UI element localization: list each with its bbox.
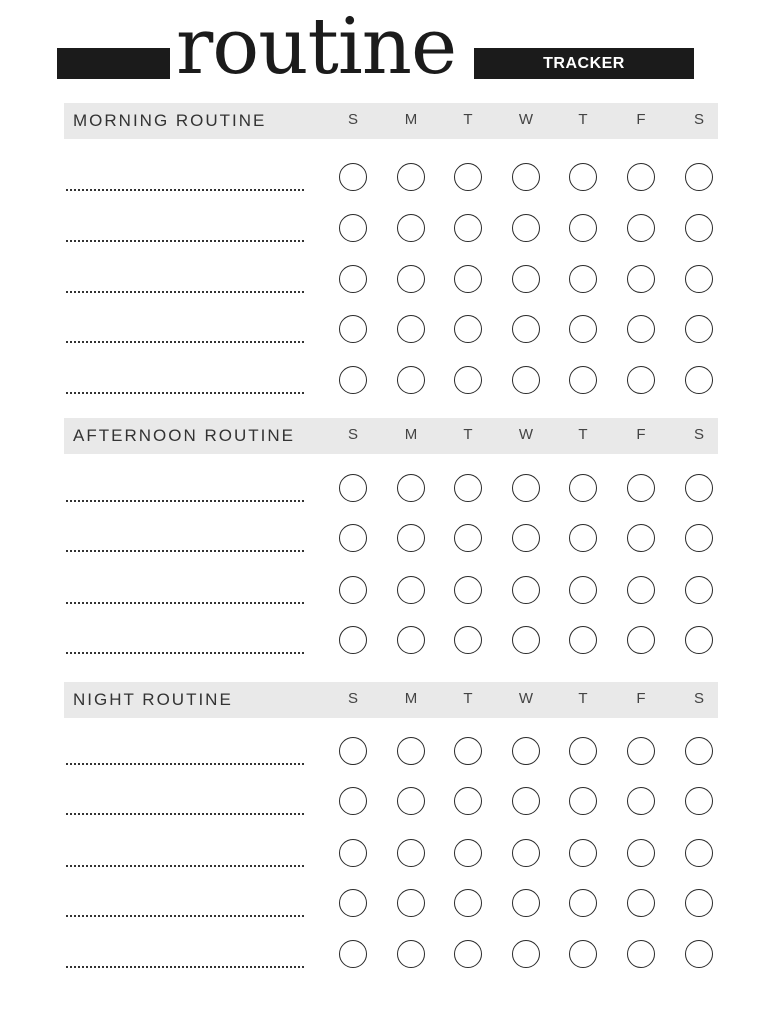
- checkbox-circle-monday[interactable]: [397, 737, 425, 765]
- day-label-saturday: S: [693, 690, 704, 707]
- routine-row: [0, 464, 757, 514]
- checkbox-circle-thursday[interactable]: [569, 214, 597, 242]
- routine-entry-line[interactable]: [66, 602, 304, 604]
- checkbox-circle-monday[interactable]: [397, 940, 425, 968]
- checkbox-circle-monday[interactable]: [397, 163, 425, 191]
- section-title: MORNING ROUTINE: [73, 111, 267, 130]
- day-label-thursday: T: [578, 690, 588, 707]
- checkbox-circle-monday[interactable]: [397, 214, 425, 242]
- checkbox-circle-sunday[interactable]: [339, 839, 367, 867]
- checkbox-circle-tuesday[interactable]: [454, 839, 482, 867]
- checkbox-circle-sunday[interactable]: [339, 787, 367, 815]
- checkbox-circle-thursday[interactable]: [569, 787, 597, 815]
- routine-entry-line[interactable]: [66, 189, 304, 191]
- checkbox-circle-thursday[interactable]: [569, 474, 597, 502]
- checkbox-circle-saturday[interactable]: [685, 787, 713, 815]
- checkbox-circle-wednesday[interactable]: [512, 889, 540, 917]
- checkbox-circle-sunday[interactable]: [339, 576, 367, 604]
- checkbox-circle-monday[interactable]: [397, 839, 425, 867]
- routine-entry-line[interactable]: [66, 915, 304, 917]
- day-label-friday: F: [636, 690, 646, 707]
- section-title: AFTERNOON ROUTINE: [73, 426, 295, 445]
- checkbox-circle-sunday[interactable]: [339, 214, 367, 242]
- checkbox-circle-sunday[interactable]: [339, 265, 367, 293]
- checkbox-circle-thursday[interactable]: [569, 163, 597, 191]
- routine-entry-line[interactable]: [66, 291, 304, 293]
- checkbox-circle-friday[interactable]: [627, 315, 655, 343]
- day-label-monday: M: [404, 690, 418, 707]
- header-bar-left: [57, 48, 170, 79]
- checkbox-circle-saturday[interactable]: [685, 940, 713, 968]
- checkbox-circle-wednesday[interactable]: [512, 839, 540, 867]
- routine-row: [0, 727, 757, 777]
- checkbox-circle-monday[interactable]: [397, 474, 425, 502]
- routine-entry-line[interactable]: [66, 813, 304, 815]
- checkbox-circle-monday[interactable]: [397, 524, 425, 552]
- checkbox-circle-monday[interactable]: [397, 265, 425, 293]
- day-label-wednesday: W: [518, 690, 534, 707]
- checkbox-circle-thursday[interactable]: [569, 315, 597, 343]
- page-header: [0, 0, 757, 95]
- page-subtitle: TRACKER: [543, 54, 625, 72]
- routine-row: [0, 255, 757, 305]
- checkbox-circle-sunday[interactable]: [339, 889, 367, 917]
- checkbox-circle-tuesday[interactable]: [454, 889, 482, 917]
- routine-entry-line[interactable]: [66, 966, 304, 968]
- checkbox-circle-tuesday[interactable]: [454, 214, 482, 242]
- checkbox-circle-tuesday[interactable]: [454, 265, 482, 293]
- checkbox-circle-friday[interactable]: [627, 839, 655, 867]
- checkbox-circle-sunday[interactable]: [339, 163, 367, 191]
- day-label-sunday: S: [347, 426, 358, 443]
- day-label-friday: F: [636, 426, 646, 443]
- checkbox-circle-friday[interactable]: [627, 524, 655, 552]
- routine-row: [0, 616, 757, 666]
- checkbox-circle-friday[interactable]: [627, 163, 655, 191]
- checkbox-circle-saturday[interactable]: [685, 626, 713, 654]
- page-title: routine: [176, 2, 457, 92]
- checkbox-circle-saturday[interactable]: [685, 265, 713, 293]
- checkbox-circle-saturday[interactable]: [685, 366, 713, 394]
- checkbox-circle-tuesday[interactable]: [454, 737, 482, 765]
- checkbox-circle-thursday[interactable]: [569, 366, 597, 394]
- day-label-sunday: S: [347, 690, 358, 707]
- checkbox-circle-tuesday[interactable]: [454, 576, 482, 604]
- day-label-monday: M: [404, 111, 418, 128]
- routine-row: [0, 204, 757, 254]
- checkbox-circle-wednesday[interactable]: [512, 366, 540, 394]
- checkbox-circle-saturday[interactable]: [685, 576, 713, 604]
- checkbox-circle-thursday[interactable]: [569, 524, 597, 552]
- checkbox-circle-tuesday[interactable]: [454, 787, 482, 815]
- day-label-sunday: S: [347, 111, 358, 128]
- routine-entry-line[interactable]: [66, 392, 304, 394]
- section-header: [64, 682, 718, 718]
- checkbox-circle-tuesday[interactable]: [454, 163, 482, 191]
- checkbox-circle-sunday[interactable]: [339, 940, 367, 968]
- checkbox-circle-friday[interactable]: [627, 889, 655, 917]
- routine-row: [0, 305, 757, 355]
- checkbox-circle-wednesday[interactable]: [512, 524, 540, 552]
- checkbox-circle-monday[interactable]: [397, 626, 425, 654]
- checkbox-circle-sunday[interactable]: [339, 737, 367, 765]
- checkbox-circle-friday[interactable]: [627, 265, 655, 293]
- checkbox-circle-saturday[interactable]: [685, 889, 713, 917]
- routine-entry-line[interactable]: [66, 865, 304, 867]
- checkbox-circle-wednesday[interactable]: [512, 940, 540, 968]
- checkbox-circle-friday[interactable]: [627, 940, 655, 968]
- checkbox-circle-sunday[interactable]: [339, 366, 367, 394]
- day-label-monday: M: [404, 426, 418, 443]
- day-label-thursday: T: [578, 426, 588, 443]
- checkbox-circle-tuesday[interactable]: [454, 524, 482, 552]
- checkbox-circle-wednesday[interactable]: [512, 214, 540, 242]
- checkbox-circle-sunday[interactable]: [339, 315, 367, 343]
- checkbox-circle-tuesday[interactable]: [454, 940, 482, 968]
- checkbox-circle-tuesday[interactable]: [454, 366, 482, 394]
- routine-row: [0, 153, 757, 203]
- checkbox-circle-sunday[interactable]: [339, 524, 367, 552]
- routine-row: [0, 930, 757, 980]
- checkbox-circle-tuesday[interactable]: [454, 474, 482, 502]
- checkbox-circle-thursday[interactable]: [569, 940, 597, 968]
- checkbox-circle-saturday[interactable]: [685, 737, 713, 765]
- checkbox-circle-friday[interactable]: [627, 626, 655, 654]
- day-label-wednesday: W: [518, 111, 534, 128]
- checkbox-circle-wednesday[interactable]: [512, 315, 540, 343]
- checkbox-circle-saturday[interactable]: [685, 839, 713, 867]
- checkbox-circle-wednesday[interactable]: [512, 265, 540, 293]
- routine-entry-line[interactable]: [66, 341, 304, 343]
- day-label-thursday: T: [578, 111, 588, 128]
- day-label-tuesday: T: [463, 426, 473, 443]
- checkbox-circle-wednesday[interactable]: [512, 576, 540, 604]
- checkbox-circle-thursday[interactable]: [569, 839, 597, 867]
- checkbox-circle-thursday[interactable]: [569, 576, 597, 604]
- checkbox-circle-friday[interactable]: [627, 576, 655, 604]
- checkbox-circle-monday[interactable]: [397, 889, 425, 917]
- checkbox-circle-monday[interactable]: [397, 315, 425, 343]
- checkbox-circle-tuesday[interactable]: [454, 626, 482, 654]
- routine-entry-line[interactable]: [66, 240, 304, 242]
- routine-row: [0, 514, 757, 564]
- header-bar-right: [474, 48, 694, 79]
- day-label-tuesday: T: [463, 111, 473, 128]
- day-label-tuesday: T: [463, 690, 473, 707]
- checkbox-circle-friday[interactable]: [627, 366, 655, 394]
- section-title: NIGHT ROUTINE: [73, 690, 233, 709]
- day-label-wednesday: W: [518, 426, 534, 443]
- checkbox-circle-monday[interactable]: [397, 576, 425, 604]
- routine-entry-line[interactable]: [66, 550, 304, 552]
- checkbox-circle-friday[interactable]: [627, 737, 655, 765]
- checkbox-circle-wednesday[interactable]: [512, 626, 540, 654]
- checkbox-circle-saturday[interactable]: [685, 524, 713, 552]
- checkbox-circle-saturday[interactable]: [685, 214, 713, 242]
- checkbox-circle-saturday[interactable]: [685, 474, 713, 502]
- checkbox-circle-monday[interactable]: [397, 787, 425, 815]
- routine-row: [0, 777, 757, 827]
- checkbox-circle-friday[interactable]: [627, 474, 655, 502]
- checkbox-circle-sunday[interactable]: [339, 474, 367, 502]
- checkbox-circle-sunday[interactable]: [339, 626, 367, 654]
- checkbox-circle-friday[interactable]: [627, 214, 655, 242]
- checkbox-circle-thursday[interactable]: [569, 265, 597, 293]
- checkbox-circle-thursday[interactable]: [569, 626, 597, 654]
- routine-entry-line[interactable]: [66, 500, 304, 502]
- checkbox-circle-wednesday[interactable]: [512, 163, 540, 191]
- checkbox-circle-wednesday[interactable]: [512, 787, 540, 815]
- checkbox-circle-saturday[interactable]: [685, 315, 713, 343]
- section-header: [64, 418, 718, 454]
- routine-entry-line[interactable]: [66, 652, 304, 654]
- checkbox-circle-tuesday[interactable]: [454, 315, 482, 343]
- checkbox-circle-wednesday[interactable]: [512, 737, 540, 765]
- routine-row: [0, 566, 757, 616]
- routine-row: [0, 879, 757, 929]
- day-label-saturday: S: [693, 426, 704, 443]
- checkbox-circle-saturday[interactable]: [685, 163, 713, 191]
- checkbox-circle-friday[interactable]: [627, 787, 655, 815]
- day-label-friday: F: [636, 111, 646, 128]
- routine-entry-line[interactable]: [66, 763, 304, 765]
- checkbox-circle-thursday[interactable]: [569, 737, 597, 765]
- routine-row: [0, 356, 757, 406]
- checkbox-circle-monday[interactable]: [397, 366, 425, 394]
- routine-row: [0, 829, 757, 879]
- checkbox-circle-thursday[interactable]: [569, 889, 597, 917]
- checkbox-circle-wednesday[interactable]: [512, 474, 540, 502]
- day-label-saturday: S: [693, 111, 704, 128]
- section-header: [64, 103, 718, 139]
